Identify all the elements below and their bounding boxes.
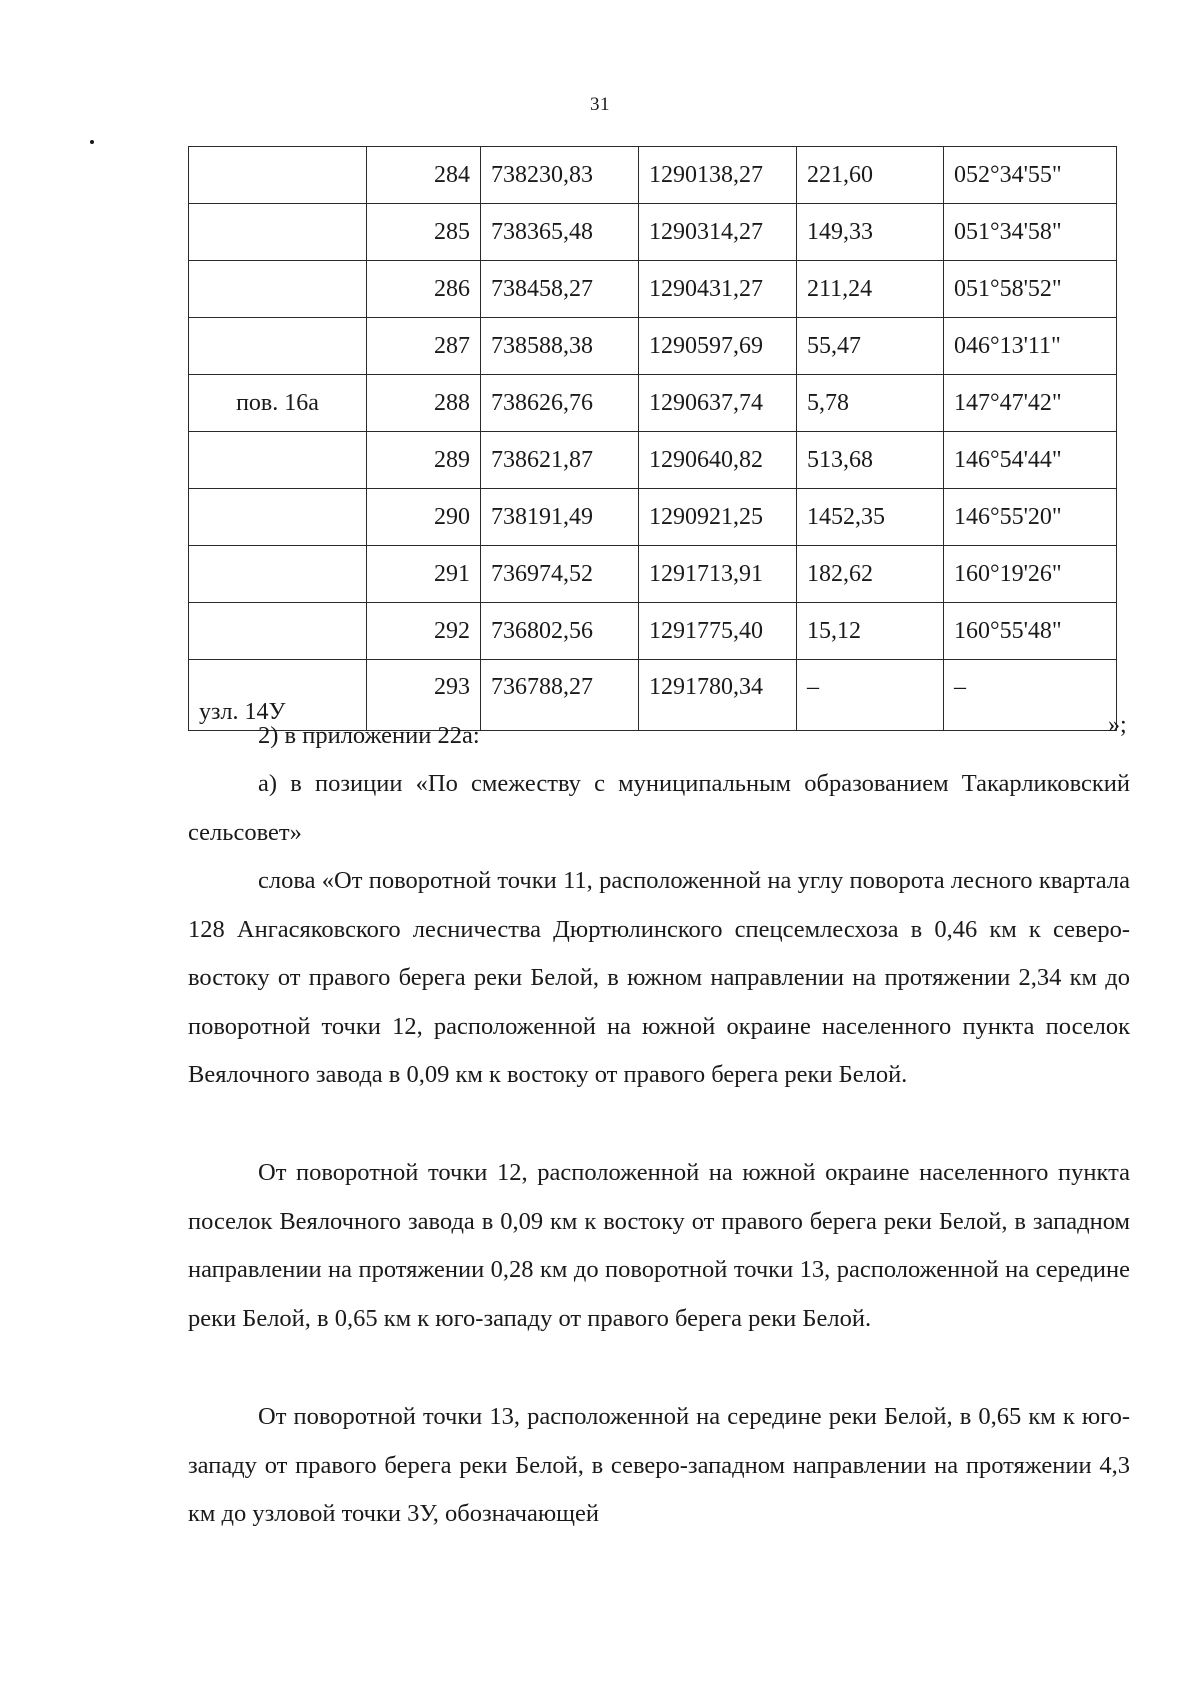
coordinate-x: 736788,27 (481, 660, 639, 731)
segment-length: 15,12 (797, 603, 944, 660)
coordinate-x: 736802,56 (481, 603, 639, 660)
boundary-point-label (189, 318, 367, 375)
direction-angle: 051°58'52" (944, 261, 1117, 318)
coordinate-y: 1291780,34 (639, 660, 797, 731)
coordinate-y: 1291713,91 (639, 546, 797, 603)
segment-length: 149,33 (797, 204, 944, 261)
point-number: 293 (367, 660, 481, 731)
boundary-point-label (189, 432, 367, 489)
coordinates-table (188, 146, 1117, 731)
table-row (189, 489, 1117, 546)
paragraph-point-13 (188, 1393, 1130, 1539)
boundary-point-label (189, 546, 367, 603)
coordinate-y: 1291775,40 (639, 603, 797, 660)
table-closing-quote: »; (1108, 712, 1127, 738)
segment-length: 211,24 (797, 261, 944, 318)
coordinate-x: 736974,52 (481, 546, 639, 603)
segment-length: 5,78 (797, 375, 944, 432)
table-row (189, 318, 1117, 375)
coordinate-x: 738191,49 (481, 489, 639, 546)
point-number: 285 (367, 204, 481, 261)
paragraph-words (188, 857, 1130, 1100)
boundary-point-label (189, 261, 367, 318)
direction-angle: 146°54'44" (944, 432, 1117, 489)
direction-angle: 051°34'58" (944, 204, 1117, 261)
direction-angle: 146°55'20" (944, 489, 1117, 546)
segment-length: 221,60 (797, 147, 944, 204)
point-number: 288 (367, 375, 481, 432)
direction-angle: 147°47'42" (944, 375, 1117, 432)
paragraph-point-12 (188, 1149, 1130, 1343)
table-row (189, 603, 1117, 660)
point-number: 290 (367, 489, 481, 546)
point-number: 292 (367, 603, 481, 660)
paragraph-appendix-22a: 2) в приложении 22а: (258, 722, 480, 749)
paragraph-point-13-text: От поворотной точки 13, расположенной на середине реки Белой, в 0,65 км к юго-западу от правого берега реки Белой, в северо-западном направлении на протяжении 4,3 км до узловой точки 3У, обозначающей (188, 1403, 1130, 1527)
table-row (189, 432, 1117, 489)
coordinate-y: 1290597,69 (639, 318, 797, 375)
segment-length: 182,62 (797, 546, 944, 603)
boundary-point-label (189, 147, 367, 204)
direction-angle: – (944, 660, 1117, 731)
coordinate-x: 738626,76 (481, 375, 639, 432)
boundary-point-label (189, 489, 367, 546)
point-number: 286 (367, 261, 481, 318)
page-number: 31 (590, 94, 610, 115)
paragraph-position (188, 760, 1130, 857)
direction-angle: 052°34'55" (944, 147, 1117, 204)
segment-length: – (797, 660, 944, 731)
coordinate-y: 1290138,27 (639, 147, 797, 204)
coordinate-x: 738230,83 (481, 147, 639, 204)
point-number: 287 (367, 318, 481, 375)
paragraph-appendix-ref (188, 712, 1130, 761)
scan-speck-mark (90, 140, 94, 144)
table-row (189, 204, 1117, 261)
table-row (189, 375, 1117, 432)
boundary-point-label (189, 603, 367, 660)
direction-angle: 046°13'11" (944, 318, 1117, 375)
table-row (189, 546, 1117, 603)
paragraph-words-text: слова «От поворотной точки 11, расположенной на углу поворота лесного квартала 128 Ангасяковского лесничества Дюртюлинского спецсемлесхоза в 0,46 км к северо-востоку от правого берега реки Белой, в южном направлении на протяжении 2,34 км до поворотной точки 12, расположенной на южной окраине населенного пункта поселок Веялочного завода в 0,09 км к востоку от правого берега реки Белой. (188, 867, 1130, 1088)
point-number: 291 (367, 546, 481, 603)
coordinate-y: 1290640,82 (639, 432, 797, 489)
direction-angle: 160°55'48" (944, 603, 1117, 660)
point-number: 289 (367, 432, 481, 489)
coordinate-x: 738588,38 (481, 318, 639, 375)
coordinate-y: 1290637,74 (639, 375, 797, 432)
table-row (189, 261, 1117, 318)
paragraph-point-12-text: От поворотной точки 12, расположенной на южной окраине населенного пункта поселок Веялочного завода в 0,09 км к востоку от правого берега реки Белой, в западном направлении на протяжении 0,28 км до поворотной точки 13, расположенной на середине реки Белой, в 0,65 км к юго-западу от правого берега реки Белой. (188, 1159, 1130, 1332)
segment-length: 55,47 (797, 318, 944, 375)
table-row (189, 147, 1117, 204)
boundary-point-label: пов. 16а (189, 375, 367, 432)
segment-length: 1452,35 (797, 489, 944, 546)
coordinate-y: 1290314,27 (639, 204, 797, 261)
coordinate-x: 738458,27 (481, 261, 639, 318)
boundary-point-label (189, 204, 367, 261)
direction-angle: 160°19'26" (944, 546, 1117, 603)
point-number: 284 (367, 147, 481, 204)
boundary-point-label: узл. 14У (189, 660, 367, 731)
coordinate-y: 1290431,27 (639, 261, 797, 318)
coordinate-x: 738621,87 (481, 432, 639, 489)
coordinate-y: 1290921,25 (639, 489, 797, 546)
segment-length: 513,68 (797, 432, 944, 489)
coordinate-x: 738365,48 (481, 204, 639, 261)
paragraph-position-text: а) в позиции «По смежеству с муниципальным образованием Такарликовский сельсовет» (188, 770, 1130, 846)
